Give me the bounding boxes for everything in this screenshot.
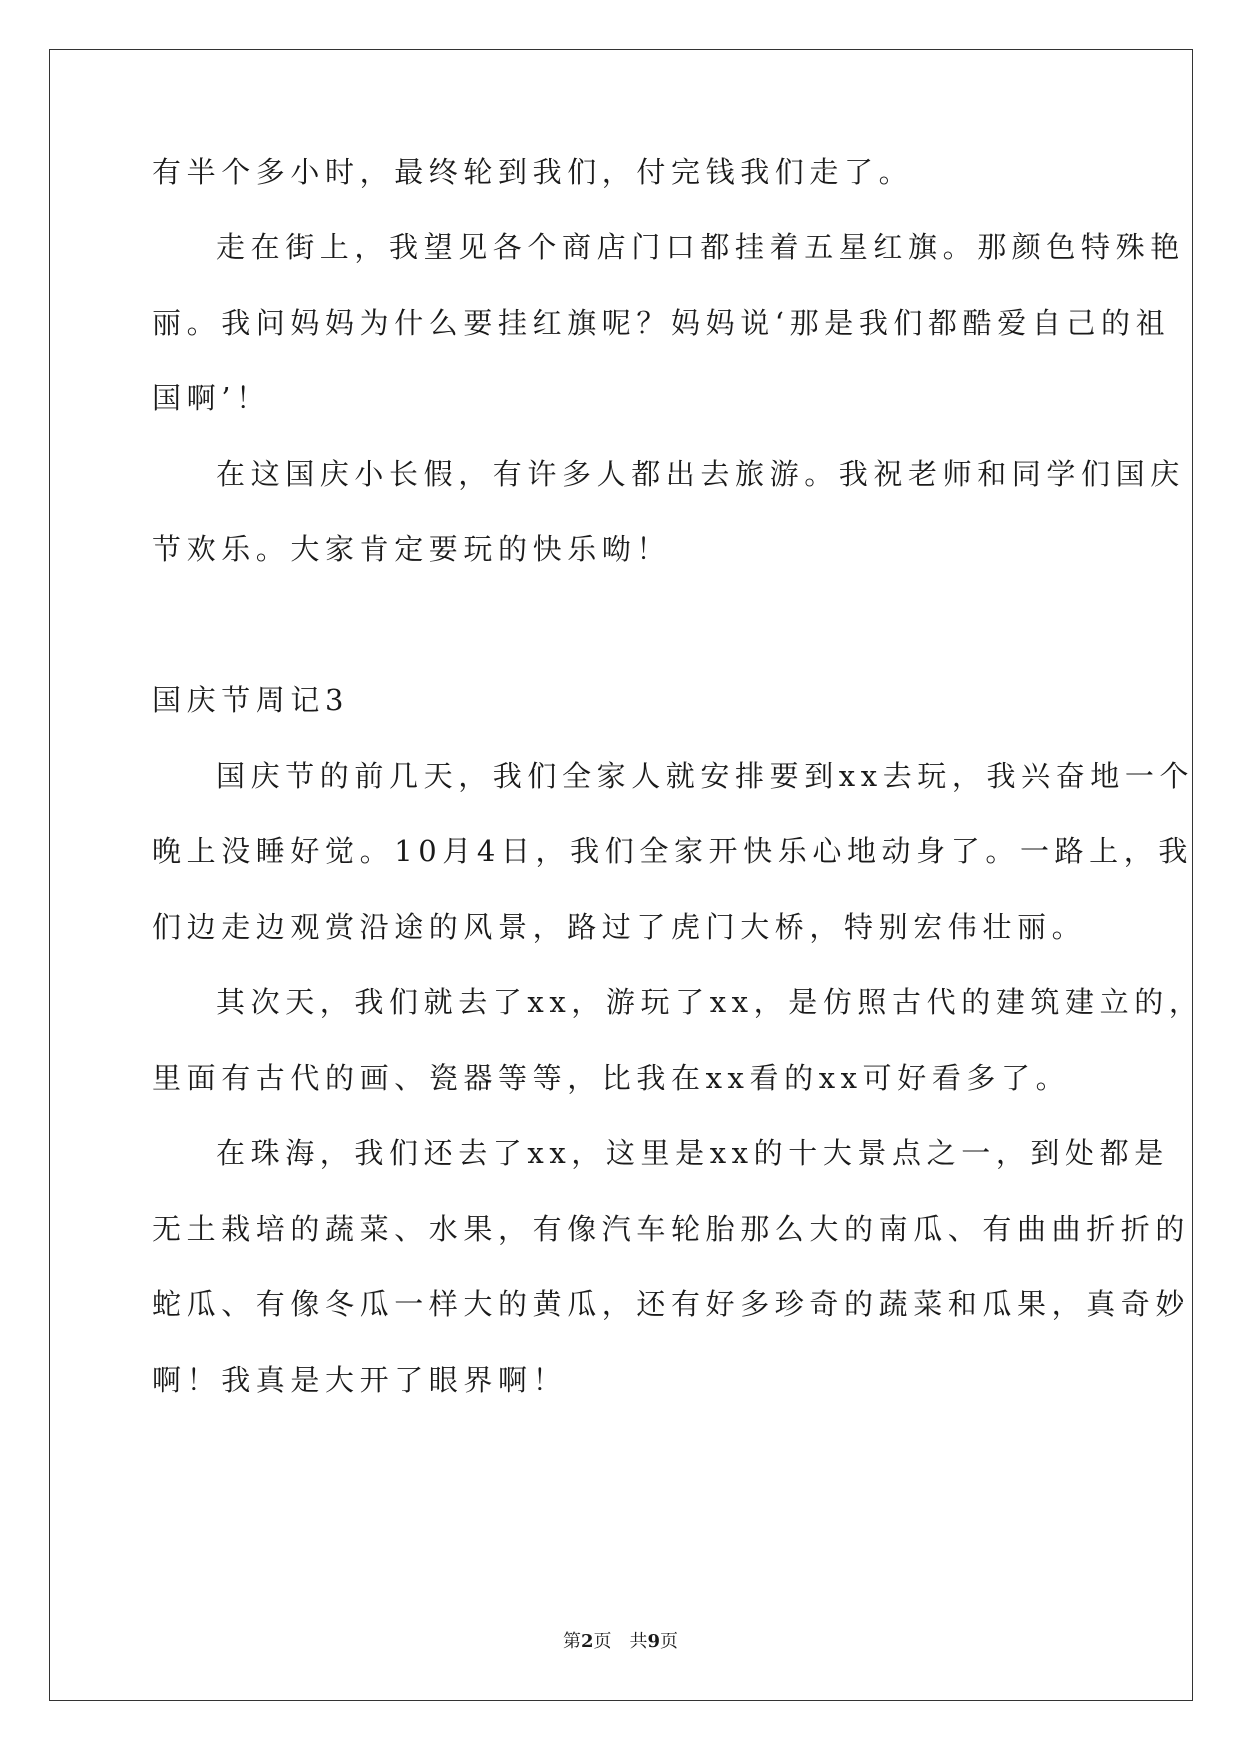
- text-line: 国啊’！: [152, 381, 271, 415]
- text-line: 里面有古代的画、瓷器等等，比我在xx看的xx可好看多了。: [152, 1061, 1071, 1095]
- text-line: 有半个多小时，最终轮到我们，付完钱我们走了。: [152, 155, 914, 189]
- paragraph-first-line: 其次天，我们就去了xx，游玩了xx，是仿照古代的建筑建立的，: [216, 985, 1204, 1019]
- text-line: 蛇瓜、有像冬瓜一样大的黄瓜，还有好多珍奇的蔬菜和瓜果，真奇妙: [152, 1287, 1191, 1321]
- total-page-number: 9: [647, 1631, 661, 1652]
- text-line: 晚上没睡好觉。10月4日，我们全家开快乐心地动身了。一路上，我: [152, 834, 1193, 868]
- section-heading: 国庆节周记3: [152, 683, 350, 717]
- paragraph-first-line: 国庆节的前几天，我们全家人就安排要到xx去玩，我兴奋地一个: [216, 759, 1195, 793]
- page-mid: 页 共: [593, 1631, 648, 1652]
- text-line: 啊！我真是大开了眼界啊！: [152, 1363, 568, 1397]
- text-line: 无土栽培的蔬菜、水果，有像汽车轮胎那么大的南瓜、有曲曲折折的: [152, 1212, 1191, 1246]
- page-prefix: 第: [562, 1631, 581, 1652]
- page-border: [49, 49, 1193, 1701]
- paragraph-first-line: 在这国庆小长假，有许多人都出去旅游。我祝老师和同学们国庆: [216, 457, 1185, 491]
- text-line: 节欢乐。大家肯定要玩的快乐呦！: [152, 532, 672, 566]
- current-page-number: 2: [580, 1631, 594, 1652]
- paragraph-first-line: 在珠海，我们还去了xx，这里是xx的十大景点之一，到处都是: [216, 1136, 1169, 1170]
- page-footer: [0, 1630, 1241, 1654]
- page-suffix: 页: [660, 1631, 679, 1652]
- text-line: 们边走边观赏沿途的风景，路过了虎门大桥，特别宏伟壮丽。: [152, 910, 1087, 944]
- paragraph-first-line: 走在街上，我望见各个商店门口都挂着五星红旗。那颜色特殊艳: [216, 230, 1185, 264]
- text-line: 丽。我问妈妈为什么要挂红旗呢？妈妈说‘那是我们都酷爱自己的祖: [152, 306, 1171, 340]
